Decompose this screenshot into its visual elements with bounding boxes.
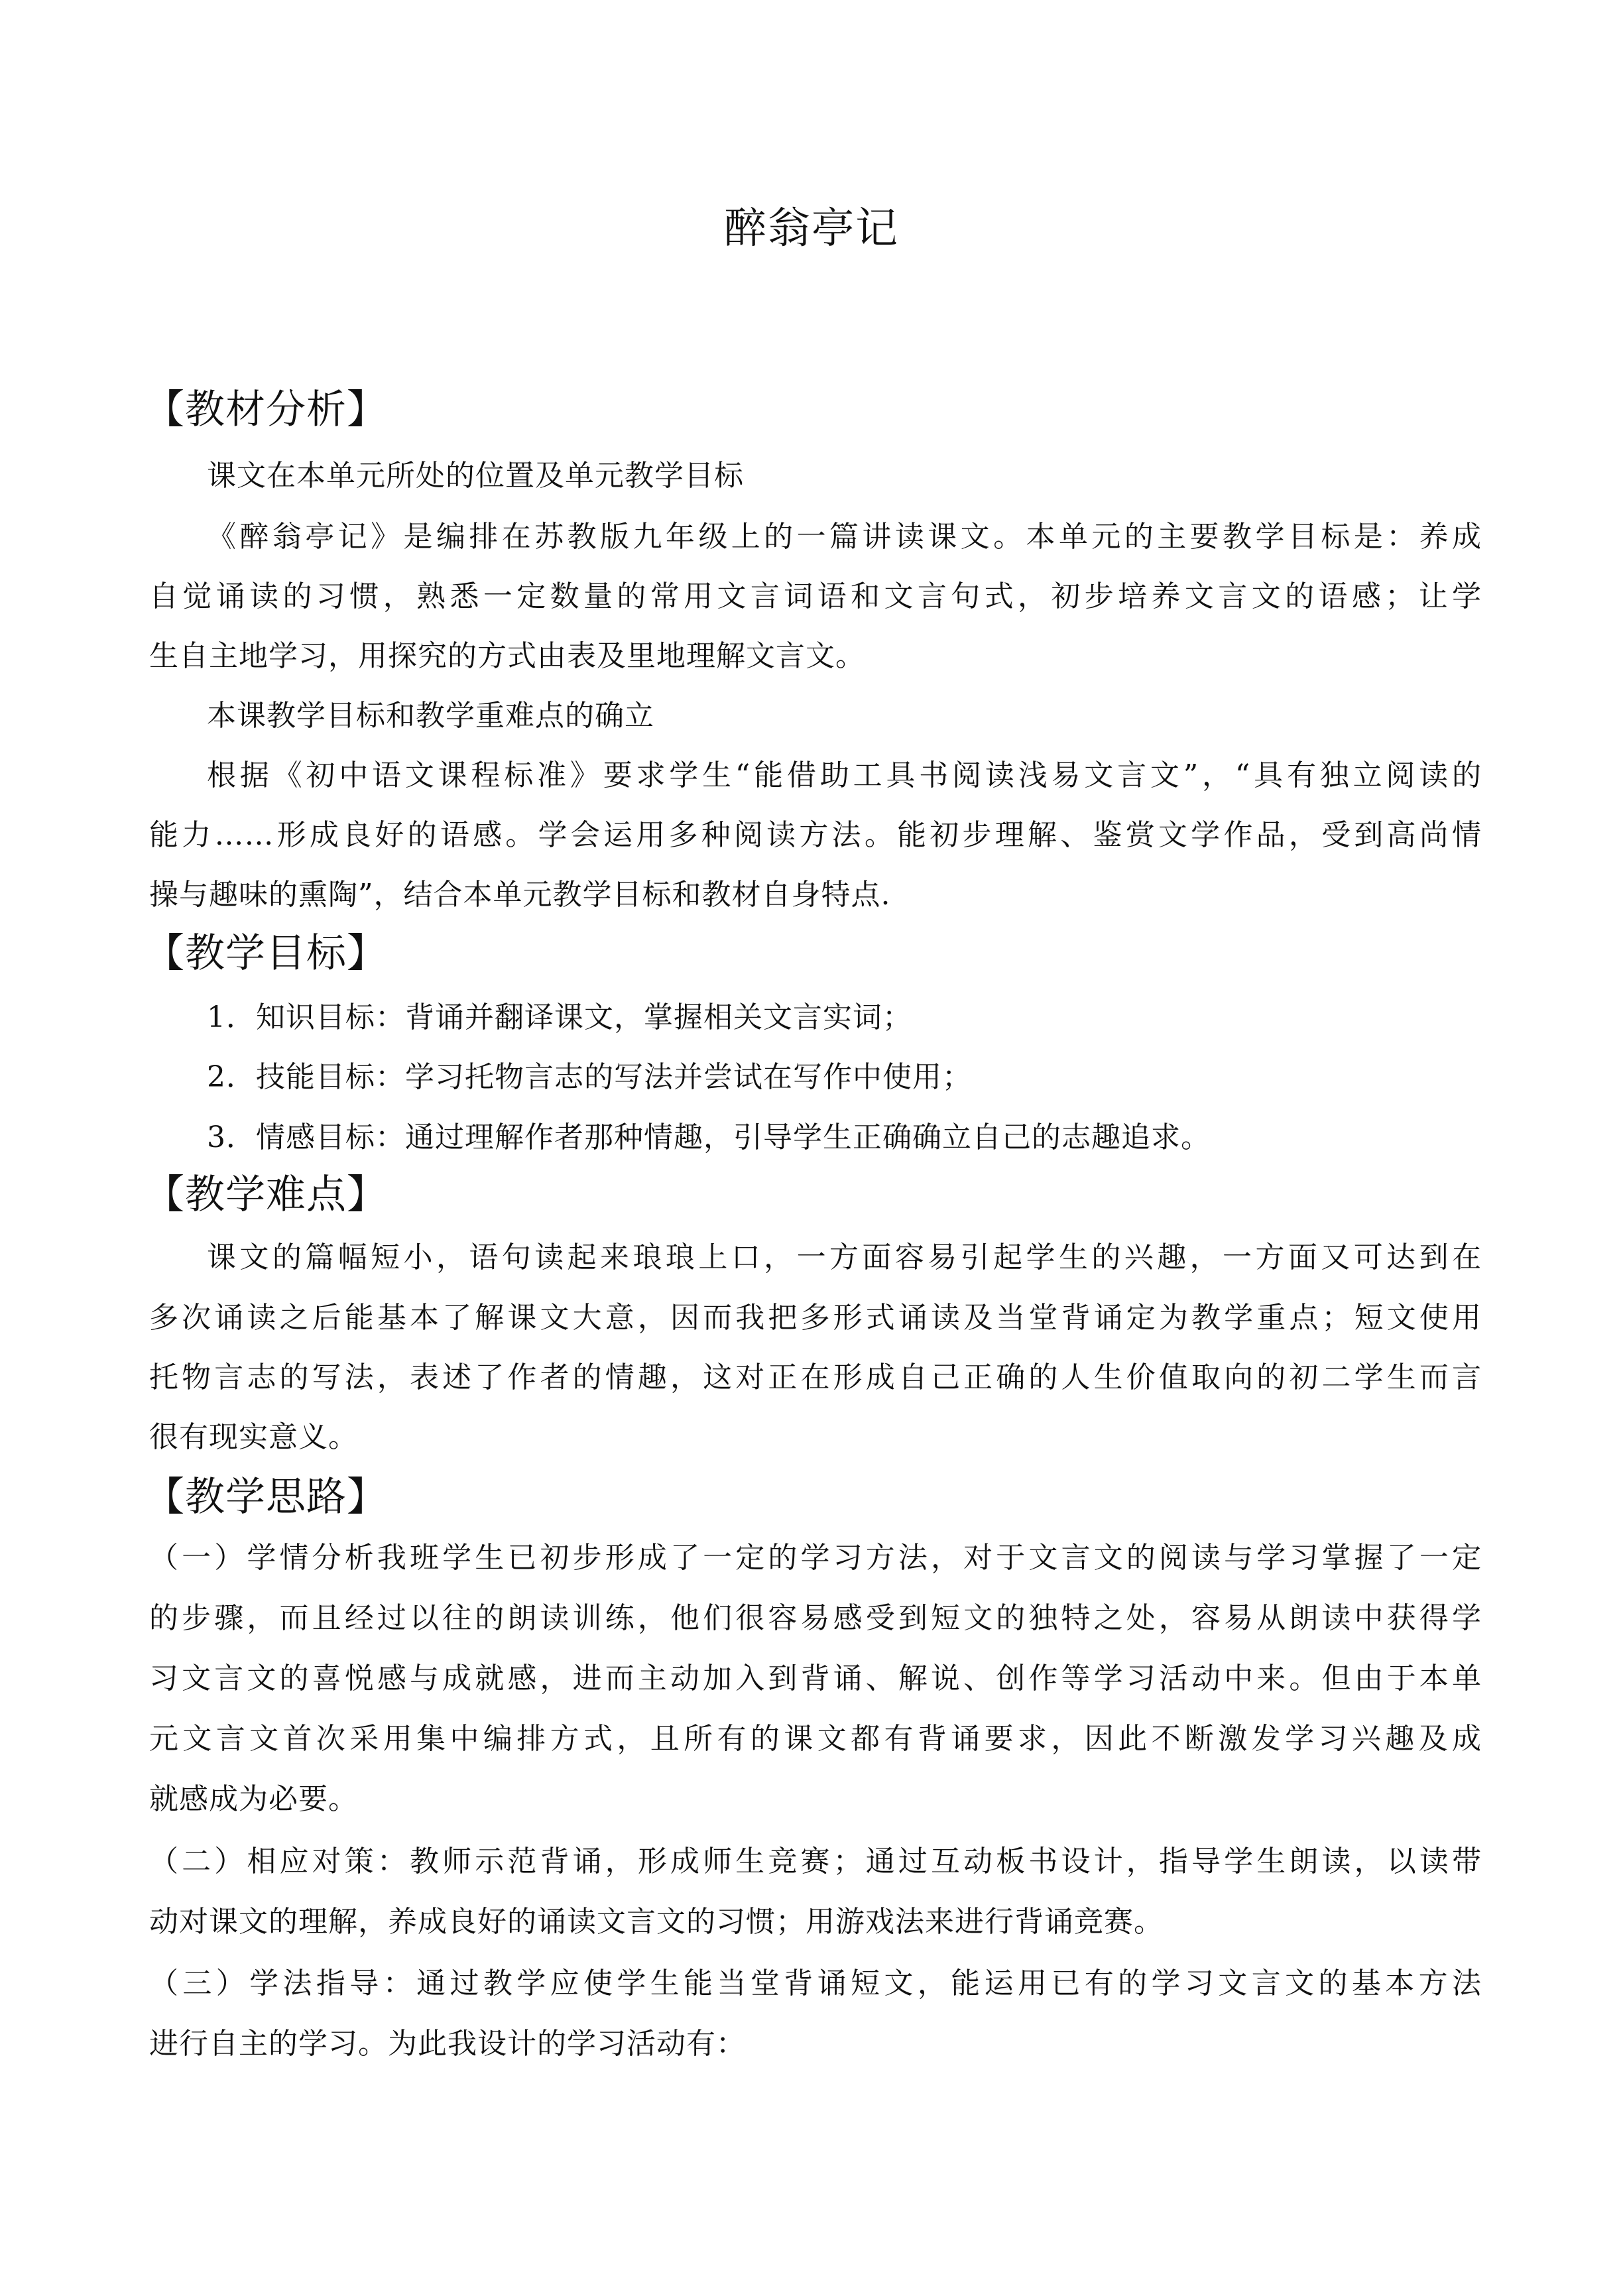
page-title: 醉翁亭记: [724, 204, 899, 253]
paragraph-line: 多次诵读之后能基本了解课文大意，因而我把多形式诵读及当堂背诵定为教学重点；短文使用: [149, 1301, 1482, 1335]
goal-item: 3．情感目标：通过理解作者那种情趣，引导学生正确确立自己的志趣追求。: [207, 1120, 1211, 1154]
paragraph-line: 操与趣味的熏陶”，结合本单元教学目标和教材自身特点.: [149, 878, 891, 912]
paragraph-line: 进行自主的学习。为此我设计的学习活动有：: [149, 2027, 746, 2061]
paragraph-line: 课文的篇幅短小，语句读起来琅琅上口，一方面容易引起学生的兴趣，一方面又可达到在: [207, 1240, 1482, 1274]
goal-item: 1．知识目标：背诵并翻译课文，掌握相关文言实词；: [207, 1000, 912, 1034]
paragraph-line: 生自主地学习，用探究的方式由表及里地理解文言文。: [149, 639, 865, 673]
paragraph-line: 习文言文的喜悦感与成就感，进而主动加入到背诵、解说、创作等学习活动中来。但由于本单: [149, 1662, 1482, 1695]
paragraph-line: 很有现实意义。: [149, 1420, 358, 1454]
paragraph-line: 元文言文首次采用集中编排方式，且所有的课文都有背诵要求，因此不断激发学习兴趣及成: [149, 1722, 1482, 1756]
subheading-goals-established: 本课教学目标和教学重难点的确立: [207, 699, 654, 733]
paragraph-line: 《醉翁亭记》是编排在苏教版九年级上的一篇讲读课文。本单元的主要教学目标是：养成: [207, 520, 1482, 554]
paragraph-line: 自觉诵读的习惯，熟悉一定数量的常用文言词语和文言句式，初步培养文言文的语感；让学: [149, 579, 1482, 613]
paragraph-line: 动对课文的理解，养成良好的诵读文言文的习惯；用游戏法来进行背诵竞赛。: [149, 1905, 1164, 1939]
section-heading-analysis: 【教材分析】: [145, 387, 387, 433]
section-heading-approach: 【教学思路】: [145, 1474, 387, 1520]
paragraph-line: 托物言志的写法，表述了作者的情趣，这对正在形成自己正确的人生价值取向的初二学生而言: [149, 1360, 1482, 1394]
subheading-unit-position: 课文在本单元所处的位置及单元教学目标: [207, 459, 744, 493]
paragraph-line: 的步骤，而且经过以往的朗读训练，他们很容易感受到短文的独特之处，容易从朗读中获得学: [149, 1601, 1482, 1635]
goal-item: 2．技能目标：学习托物言志的写法并尝试在写作中使用；: [207, 1060, 972, 1094]
paragraph-line: （一）学情分析我班学生已初步形成了一定的学习方法，对于文言文的阅读与学习掌握了一定: [149, 1541, 1482, 1575]
paragraph-line: 能力……形成良好的语感。学会运用多种阅读方法。能初步理解、鉴赏文学作品，受到高尚情: [149, 818, 1482, 852]
paragraph-line: 就感成为必要。: [149, 1782, 358, 1816]
paragraph-line: （二）相应对策：教师示范背诵，形成师生竞赛；通过互动板书设计，指导学生朗读，以读带: [149, 1844, 1482, 1878]
section-heading-difficulties: 【教学难点】: [145, 1172, 387, 1218]
paragraph-line: 根据《初中语文课程标准》要求学生“能借助工具书阅读浅易文言文”，“具有独立阅读的: [207, 758, 1482, 792]
paragraph-line: （三）学法指导：通过教学应使学生能当堂背诵短文，能运用已有的学习文言文的基本方法: [149, 1966, 1482, 2000]
section-heading-goals: 【教学目标】: [145, 930, 387, 977]
